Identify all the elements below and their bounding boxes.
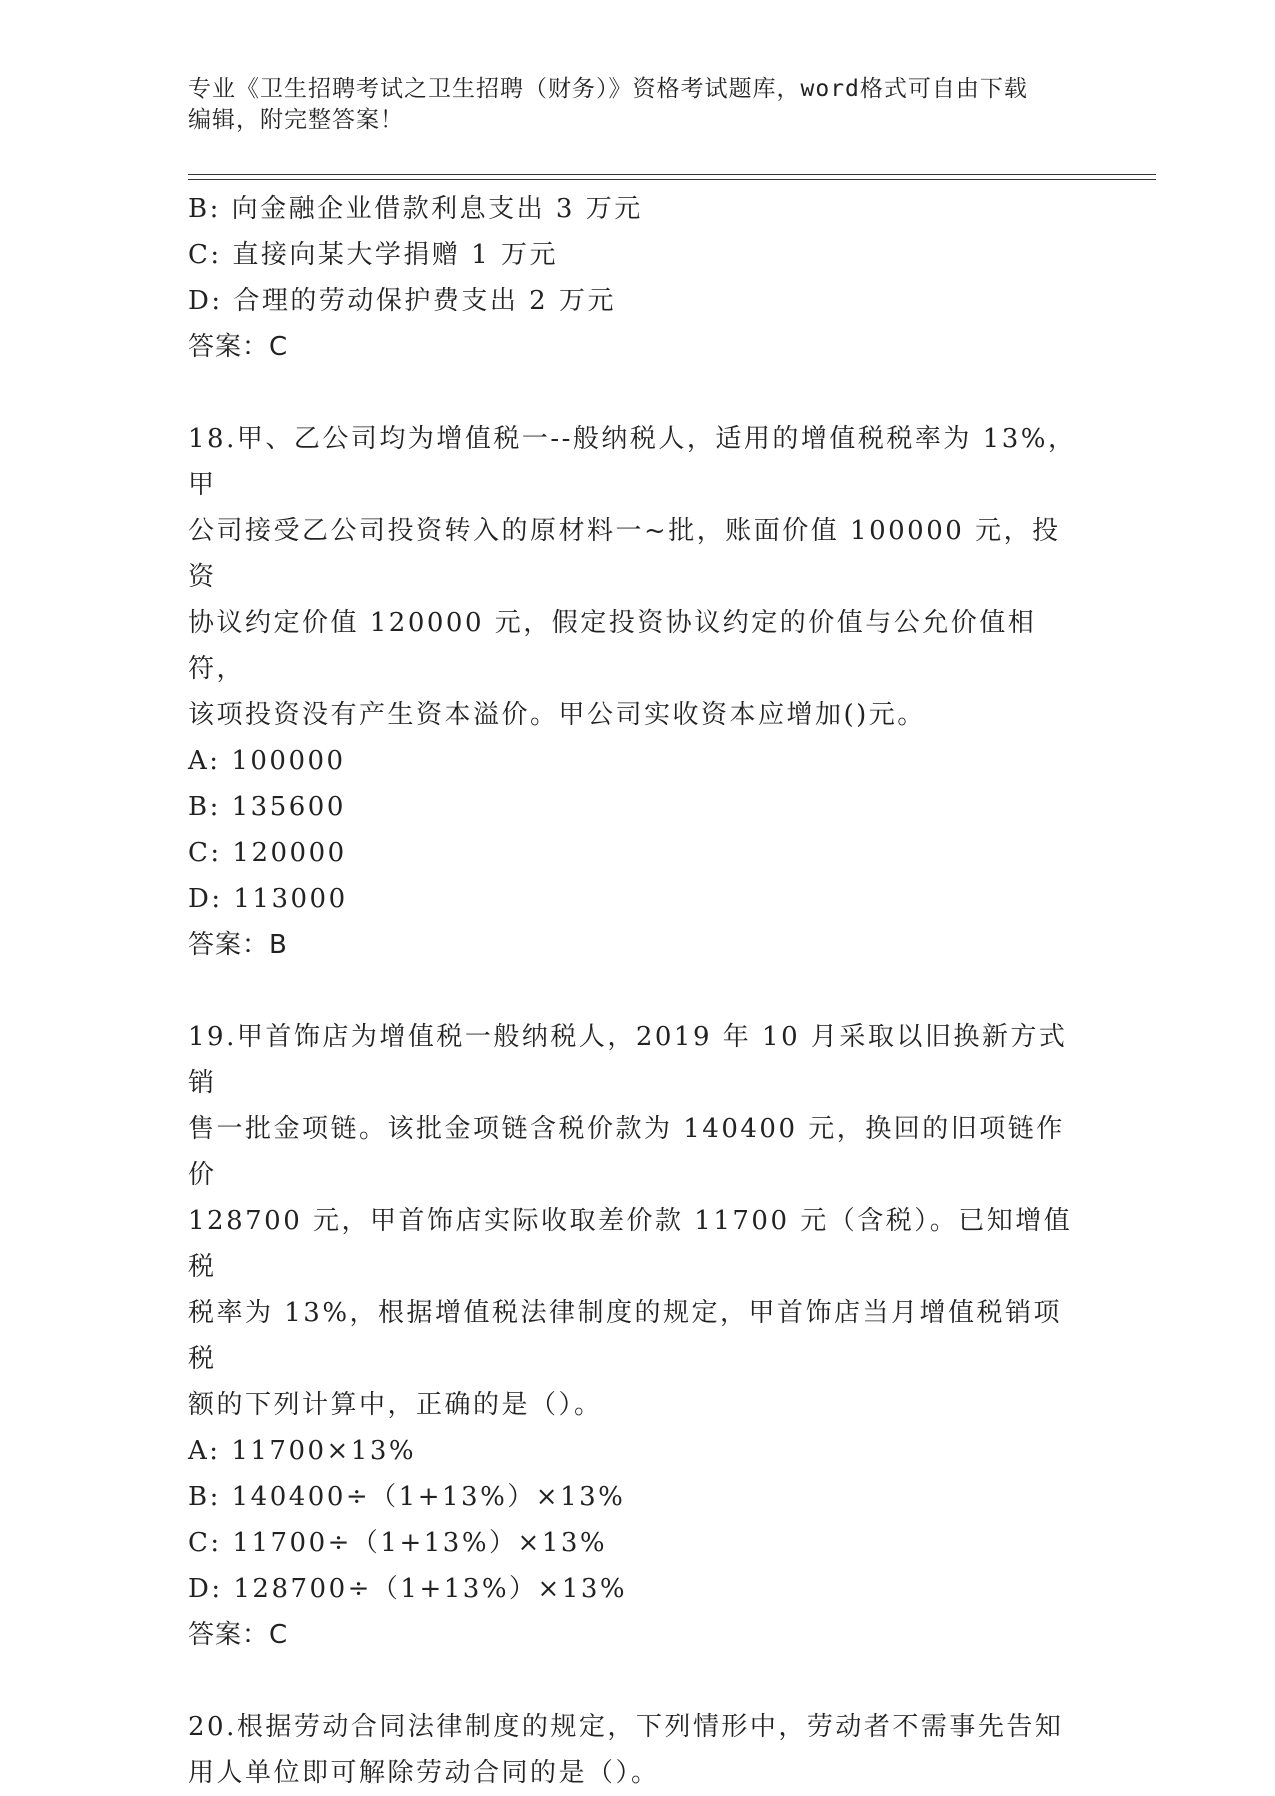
option-b bbox=[188, 186, 1088, 232]
option-text: 向金融企业借款利息支出 3 万元 bbox=[231, 194, 643, 224]
header-line-1: 专业《卫生招聘考试之卫生招聘（财务）》资格考试题库，word格式可自由下载 bbox=[188, 76, 1028, 102]
question-line: 19.甲首饰店为增值税一般纳税人，2019 年 10 月采取以旧换新方式销 bbox=[188, 1022, 1068, 1098]
question-line: 用人单位即可解除劳动合同的是（）。 bbox=[188, 1758, 660, 1788]
option-text: 100000 bbox=[231, 746, 346, 776]
option-text: 140400÷（1+13%）×13% bbox=[231, 1482, 626, 1512]
option-text: 120000 bbox=[232, 838, 347, 868]
option-text: 128700÷（1+13%）×13% bbox=[233, 1574, 628, 1604]
option-b bbox=[188, 1474, 1088, 1520]
question-line: 税率为 13%，根据增值税法律制度的规定，甲首饰店当月增值税销项税 bbox=[188, 1298, 1063, 1374]
header-divider-bottom bbox=[188, 179, 1156, 180]
question-line: 128700 元，甲首饰店实际收取差价款 11700 元（含税）。已知增值税 bbox=[188, 1206, 1073, 1282]
question-line: 该项投资没有产生资本溢价。甲公司实收资本应增加()元。 bbox=[188, 700, 926, 730]
option-text: 113000 bbox=[233, 884, 348, 914]
spacer bbox=[188, 370, 1088, 416]
question-19-text bbox=[188, 1014, 1088, 1428]
option-key: C: bbox=[188, 838, 222, 868]
option-b bbox=[188, 784, 1088, 830]
spacer bbox=[188, 1658, 1088, 1704]
question-line: 18.甲、乙公司均为增值税一--般纳税人，适用的增值税税率为 13%，甲 bbox=[188, 424, 1077, 500]
option-c bbox=[188, 830, 1088, 876]
option-key: C: bbox=[188, 240, 222, 270]
option-d bbox=[188, 1566, 1088, 1612]
option-c bbox=[188, 232, 1088, 278]
question-18-answer: 答案：B bbox=[188, 930, 288, 960]
option-text: 11700×13% bbox=[231, 1436, 417, 1466]
option-key: B: bbox=[188, 792, 221, 822]
option-d bbox=[188, 278, 1088, 324]
option-key: C: bbox=[188, 1528, 222, 1558]
option-text: 直接向某大学捐赠 1 万元 bbox=[232, 240, 558, 270]
question-20-text bbox=[188, 1704, 1088, 1796]
option-a bbox=[188, 738, 1088, 784]
spacer bbox=[188, 968, 1088, 1014]
option-text: 11700÷（1+13%）×13% bbox=[232, 1528, 608, 1558]
option-c bbox=[188, 1520, 1088, 1566]
option-text: 135600 bbox=[231, 792, 346, 822]
question-line: 额的下列计算中，正确的是（）。 bbox=[188, 1390, 603, 1420]
prev-question-options bbox=[188, 186, 1088, 324]
header-divider-top bbox=[188, 174, 1156, 175]
question-18-text bbox=[188, 416, 1088, 738]
question-line: 公司接受乙公司投资转入的原材料一~批，账面价值 100000 元，投资 bbox=[188, 516, 1061, 592]
option-text: 合理的劳动保护费支出 2 万元 bbox=[233, 286, 616, 316]
question-content bbox=[188, 186, 1088, 1796]
question-20 bbox=[188, 1704, 1088, 1796]
option-a bbox=[188, 1428, 1088, 1474]
option-key: B: bbox=[188, 1482, 221, 1512]
question-18 bbox=[188, 416, 1088, 968]
option-key: A: bbox=[188, 746, 221, 776]
option-key: B: bbox=[188, 194, 221, 224]
option-key: D: bbox=[188, 1574, 223, 1604]
option-key: A: bbox=[188, 1436, 221, 1466]
question-line: 协议约定价值 120000 元，假定投资协议约定的价值与公允价值相符， bbox=[188, 608, 1037, 684]
question-line: 20.根据劳动合同法律制度的规定，下列情形中，劳动者不需事先告知 bbox=[188, 1712, 1064, 1742]
prev-question-answer: 答案：C bbox=[188, 332, 289, 362]
option-key: D: bbox=[188, 286, 223, 316]
header-line-2: 编辑，附完整答案！ bbox=[188, 107, 404, 133]
document-header bbox=[188, 74, 1088, 136]
option-d bbox=[188, 876, 1088, 922]
option-key: D: bbox=[188, 884, 223, 914]
question-19-answer: 答案：C bbox=[188, 1620, 289, 1650]
question-19 bbox=[188, 1014, 1088, 1658]
question-line: 售一批金项链。该批金项链含税价款为 140400 元，换回的旧项链作价 bbox=[188, 1114, 1065, 1190]
